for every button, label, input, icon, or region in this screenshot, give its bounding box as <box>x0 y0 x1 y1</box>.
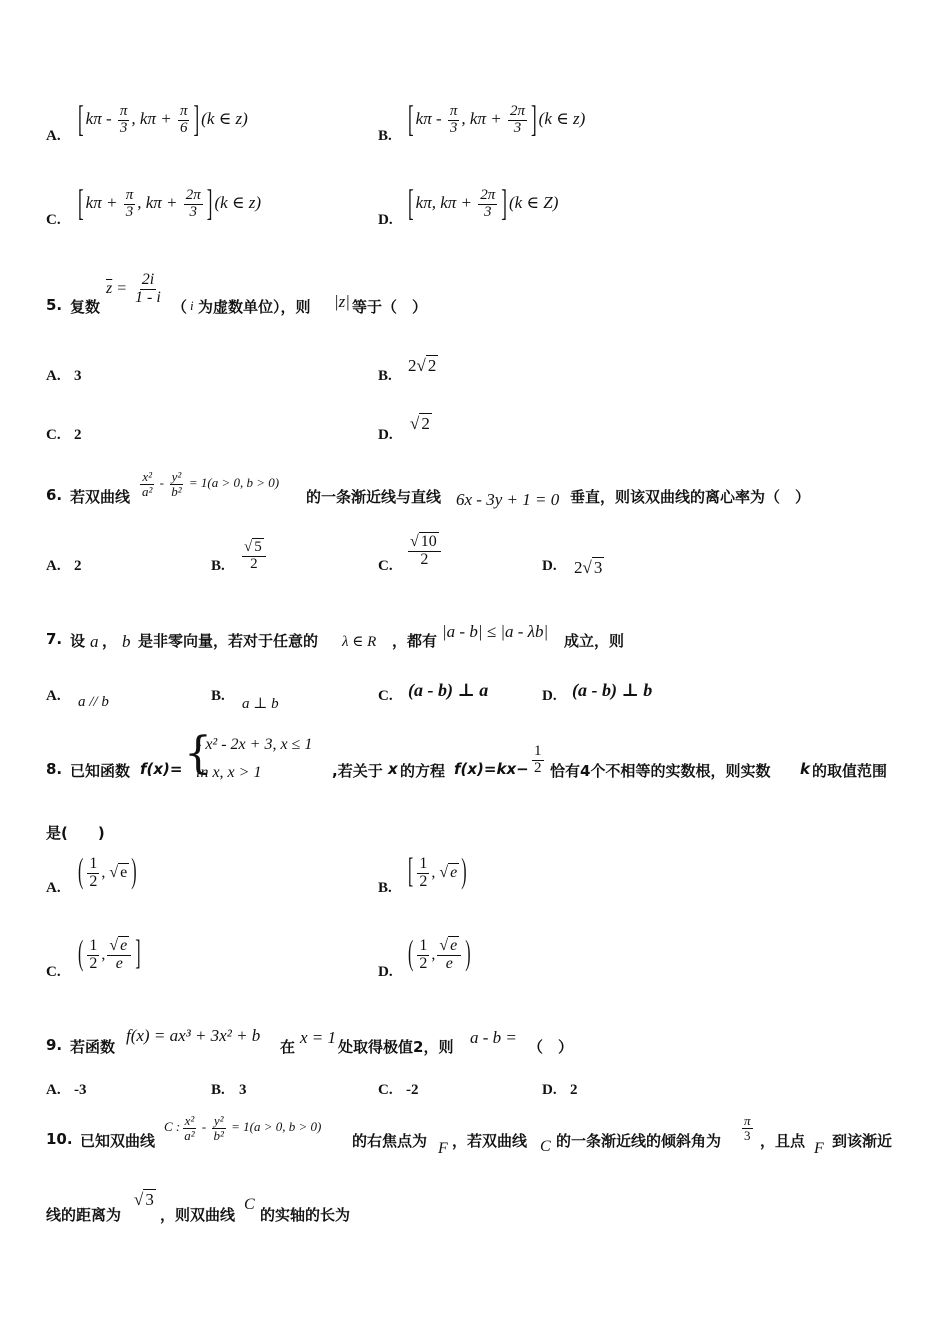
brace: { <box>184 728 212 779</box>
option-label: A. <box>46 1082 61 1098</box>
option-value: ( $\frac{1}{2}$ , $\frac{√ e}{e}$ ) <box>408 935 471 973</box>
question-text: 线的距离为 <box>46 1206 122 1224</box>
question-number: 5. <box>46 296 63 314</box>
option-value: a ⊥ b <box>242 696 279 712</box>
option-label: A. <box>46 368 61 384</box>
question-text: 已知双曲线 <box>80 1132 156 1150</box>
question-text: ,若关于 <box>332 762 383 780</box>
question-text: 设 <box>70 632 86 650</box>
formula: $\overline{z}$ = $\frac{2i}{1 - i}$ <box>106 271 161 306</box>
option-label: D. <box>378 427 393 443</box>
option-expr: [ kπ + $\frac{\pi}{3}$ , kπ + $\frac{2\pi}{3}$ ] (k ∈ z) <box>78 182 262 225</box>
option-expr: [ kπ - $\frac{\pi}{3}$ , kπ + $\frac{\pi}{6}$ ] (k ∈ z) <box>78 98 248 141</box>
formula: x = 1 <box>300 1028 337 1047</box>
option-label: B. <box>211 1082 225 1098</box>
vector-a: a <box>90 632 99 651</box>
option-value: 3 <box>74 368 82 384</box>
question-number: 8. <box>46 760 63 778</box>
question-number: 10. <box>46 1130 73 1148</box>
question-text: ， <box>102 632 118 650</box>
option-value: 2 <box>570 1082 578 1098</box>
var-k: k <box>800 760 810 778</box>
option-label: A. <box>46 880 61 896</box>
option-label: A. <box>46 558 61 574</box>
option-expr: [ kπ - $\frac{\pi}{3}$ , kπ + $\frac{2\pi}{3}$ ] (k ∈ z) <box>408 98 586 141</box>
formula: |z| <box>334 292 350 311</box>
option-value: (a - b) ⊥ b <box>572 680 653 700</box>
option-label: C. <box>46 212 61 228</box>
question-text: 为虚数单位），则 <box>198 298 311 316</box>
option-label: B. <box>378 368 392 384</box>
option-value: 3 <box>239 1082 247 1098</box>
option-value: -3 <box>74 1082 87 1098</box>
question-text: 若函数 <box>70 1038 116 1056</box>
question-text: 成立，则 <box>564 632 625 650</box>
option-value: 2 <box>74 427 82 443</box>
option-label: D. <box>542 558 557 574</box>
question-text: 等于（ ） <box>352 298 428 316</box>
option-label: C. <box>378 1082 393 1098</box>
option-label: A. <box>46 128 61 144</box>
option-value: 2 <box>74 558 82 574</box>
option-label: B. <box>211 558 225 574</box>
option-label: D. <box>542 688 557 704</box>
question-number: 6. <box>46 486 63 504</box>
option-label: C. <box>46 427 61 443</box>
formula: $\frac{\text{x²}}{\text{a²}}$ - $\frac{\text{y²}}{\text{b²}}$ = 1(a > 0, b > 0) <box>142 469 280 499</box>
option-value: ( $\frac{1}{2}$ , √ e ) <box>78 853 137 891</box>
formula: f(x)=kx− <box>454 760 529 778</box>
option-value: -2 <box>406 1082 419 1098</box>
option-value: $\frac{√ 10}{2}$ <box>406 534 443 569</box>
option-label: D. <box>378 964 393 980</box>
question-text: 的方程 <box>400 762 446 780</box>
question-text: 的实轴的长为 <box>260 1206 351 1224</box>
question-text: 复数 <box>70 298 101 316</box>
question-text: 若双曲线 <box>70 488 131 506</box>
curve-C: C <box>244 1196 255 1213</box>
question-text: （ ） <box>528 1038 574 1056</box>
option-value: 2√ 3 <box>574 558 603 577</box>
formula: $\frac{\pi}{3}$ <box>744 1113 751 1143</box>
formula: λ ∈ R <box>342 634 377 650</box>
question-text: 在 <box>280 1038 296 1056</box>
point-F: F <box>438 1140 448 1157</box>
question-text: 是( ) <box>46 824 105 842</box>
var-x: x <box>388 760 398 778</box>
formula: a - b = <box>470 1028 517 1047</box>
question-text: 到该渐近 <box>832 1132 893 1150</box>
question-text: ，都有 <box>392 632 438 650</box>
question-text: 恰有4个不相等的实数根，则实数 <box>550 762 771 780</box>
option-label: B. <box>211 688 225 704</box>
formula: f(x)= <box>140 760 183 778</box>
option-label: B. <box>378 880 392 896</box>
formula: 6x - 3y + 1 = 0 <box>456 490 560 509</box>
question-text: 的一条渐近线与直线 <box>306 488 442 506</box>
question-text: （ <box>172 298 188 316</box>
formula: C : $\frac{\text{x²}}{\text{a²}}$ - $\frac{\text{y²}}{\text{b²}}$ = 1(a > 0, b > 0) <box>164 1113 322 1143</box>
imaginary-unit: i <box>190 298 194 313</box>
option-label: C. <box>46 964 61 980</box>
option-value: [ $\frac{1}{2}$ , √ e ) <box>408 853 467 891</box>
question-text: 已知函数 <box>70 762 131 780</box>
formula: √ 3 <box>134 1190 154 1209</box>
option-label: D. <box>378 212 393 228</box>
formula: f(x) = ax³ + 3x² + b <box>126 1026 261 1045</box>
option-label: D. <box>542 1082 557 1098</box>
point-F: F <box>814 1140 824 1157</box>
question-text: 的一条渐近线的倾斜角为 <box>556 1132 722 1150</box>
question-text: 的右焦点为 <box>352 1132 428 1150</box>
curve-C: C <box>540 1138 551 1155</box>
option-expr: [ kπ, kπ + $\frac{2\pi}{3}$ ] (k ∈ Z) <box>408 182 559 225</box>
vector-b: b <box>122 632 131 651</box>
option-label: A. <box>46 688 61 704</box>
question-text: ，且点 <box>760 1132 806 1150</box>
question-text: 处取得极值2，则 <box>338 1038 454 1056</box>
question-number: 7. <box>46 630 63 648</box>
fraction-half: $\frac{1}{2}$ <box>534 743 542 776</box>
option-value: $\frac{√ 5}{2}$ <box>240 540 268 573</box>
piece-2: ln x, x > 1 <box>196 764 262 781</box>
option-value: 2√ 2 <box>408 356 437 375</box>
question-text: ，则双曲线 <box>160 1206 236 1224</box>
option-label: C. <box>378 688 393 704</box>
option-value: ( $\frac{1}{2}$ , $\frac{√ e}{e}$ ] <box>78 935 141 973</box>
option-label: B. <box>378 128 392 144</box>
question-text: 的取值范围 <box>812 762 888 780</box>
question-number: 9. <box>46 1036 63 1054</box>
option-label: C. <box>378 558 393 574</box>
option-value: a // b <box>78 694 109 710</box>
question-text: ，若双曲线 <box>452 1132 528 1150</box>
piece-1: - x² - 2x + 3, x ≤ 1 <box>196 736 313 753</box>
option-value: (a - b) ⊥ a <box>408 680 489 700</box>
formula: |a - b| ≤ |a - λb| <box>442 622 549 641</box>
option-value: √ 2 <box>410 414 430 433</box>
question-text: 垂直，则该双曲线的离心率为（ ） <box>570 488 811 506</box>
question-text: 是非零向量，若对于任意的 <box>138 632 319 650</box>
